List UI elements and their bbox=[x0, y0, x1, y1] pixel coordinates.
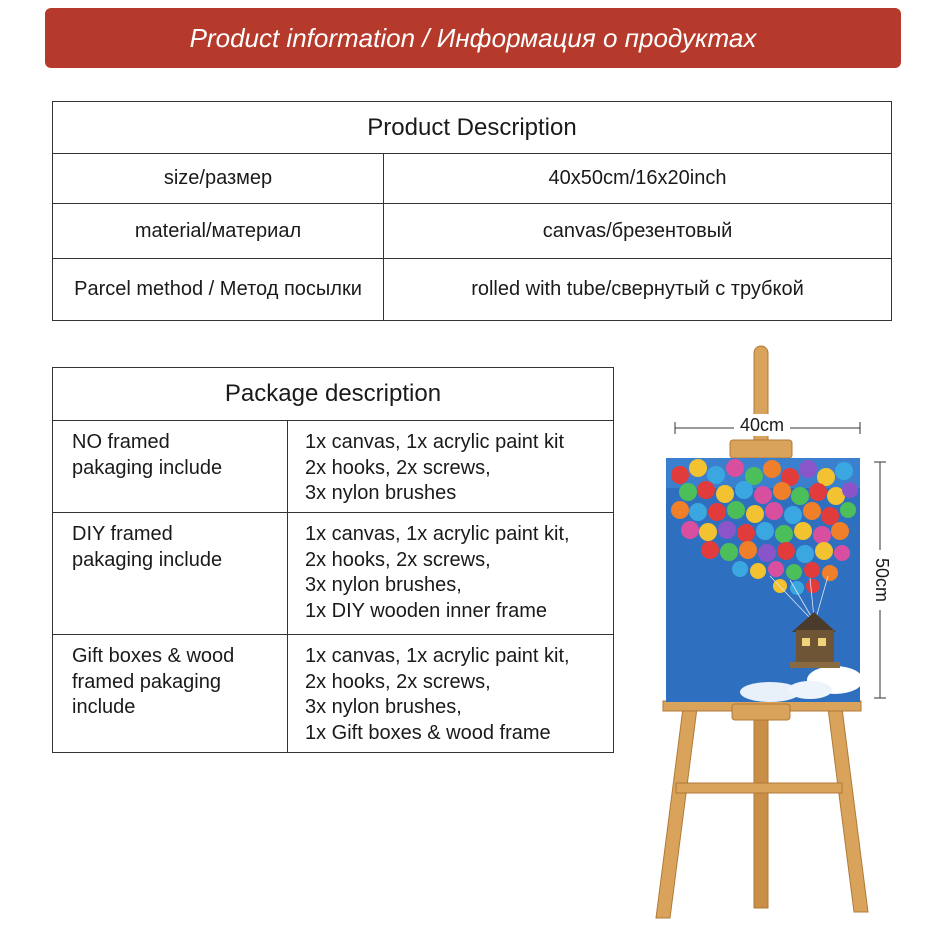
package-contents: 1x canvas, 1x acrylic paint kit, 2x hooks, 2x screws, 3x nylon brushes, 1x Gift boxes & wood frame bbox=[288, 635, 614, 753]
package-description-table bbox=[52, 367, 614, 753]
easel-illustration bbox=[650, 340, 900, 920]
product-description-table bbox=[52, 101, 892, 321]
table-row bbox=[53, 154, 892, 204]
table-row bbox=[53, 204, 892, 259]
package-contents: 1x canvas, 1x acrylic paint kit, 2x hooks, 2x screws, 3x nylon brushes, 1x DIY wooden inner frame bbox=[288, 513, 614, 635]
table-row bbox=[53, 635, 614, 753]
product-description-title: Product Description bbox=[53, 102, 892, 154]
dimension-width bbox=[675, 414, 860, 436]
width-label: 40cm bbox=[739, 415, 785, 435]
dimension-height bbox=[870, 462, 892, 698]
parcel-method-value: rolled with tube/свернутый с трубкой bbox=[384, 259, 892, 321]
package-description-title: Package description bbox=[53, 368, 614, 421]
table-row bbox=[53, 259, 892, 321]
material-value: canvas/брезентовый bbox=[384, 204, 892, 259]
package-option-label: Gift boxes & wood framed pakaging include bbox=[53, 635, 288, 753]
canvas-painting bbox=[666, 458, 863, 702]
package-option-label: DIY framed pakaging include bbox=[53, 513, 288, 635]
height-label: 50cm bbox=[872, 557, 892, 603]
table-row bbox=[53, 421, 614, 513]
size-value: 40x50cm/16x20inch bbox=[384, 154, 892, 204]
banner-title: Product information / Информация о продуктах bbox=[189, 22, 757, 53]
package-option-label: NO framed pakaging include bbox=[53, 421, 288, 513]
header-banner bbox=[45, 8, 901, 68]
size-label: size/размер bbox=[53, 154, 384, 204]
material-label: material/материал bbox=[53, 204, 384, 259]
package-contents: 1x canvas, 1x acrylic paint kit 2x hooks, 2x screws, 3x nylon brushes bbox=[288, 421, 614, 513]
parcel-method-label: Parcel method / Метод посылки bbox=[53, 259, 384, 321]
table-row bbox=[53, 513, 614, 635]
